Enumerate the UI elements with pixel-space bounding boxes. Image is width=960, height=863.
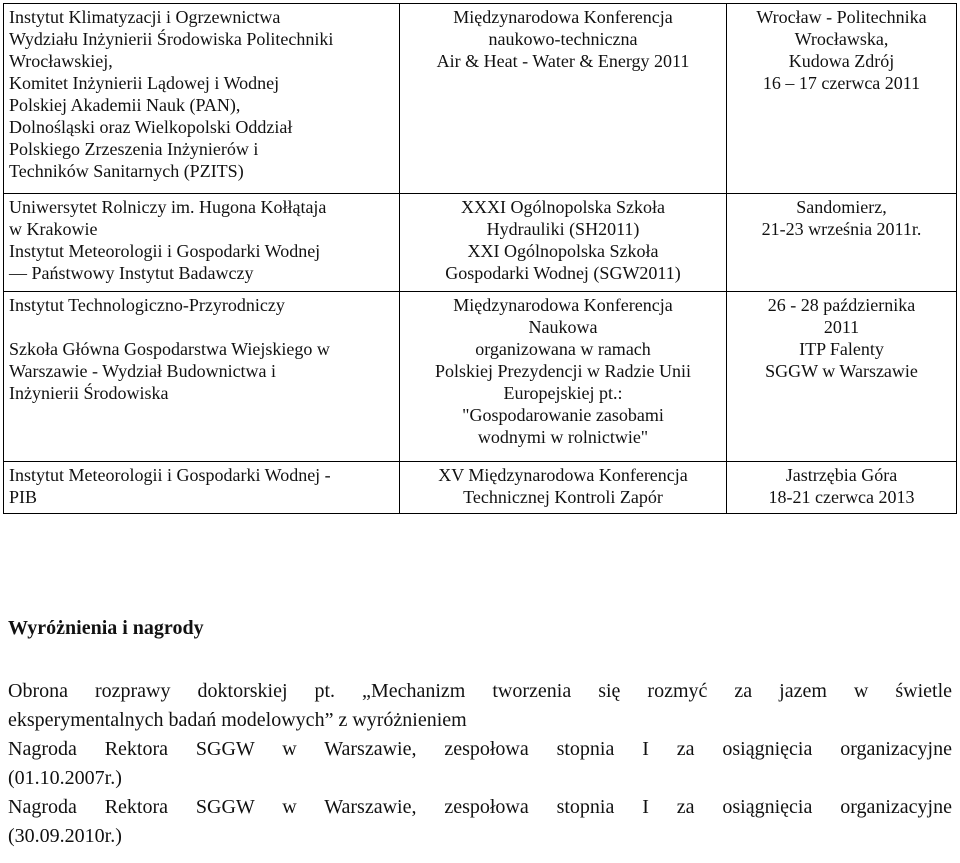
award-line: Obrona rozprawy doktorskiej pt. „Mechanizm tworzenia się rozmyć za jazem w świetle: [8, 680, 952, 702]
organizer-line: Instytut Klimatyzacji i Ogrzewnictwa: [9, 7, 281, 27]
place-line: 26 - 28 października: [767, 295, 916, 315]
event-cell: [400, 4, 727, 194]
organizer-line: Wydziału Inżynierii Środowiska Politechniki: [9, 29, 334, 49]
event-line: Hydrauliki (SH2011): [486, 219, 640, 239]
event-line: Europejskiej pt.:: [503, 383, 623, 403]
event-line: "Gospodarowanie zasobami: [462, 405, 664, 425]
event-cell: [400, 194, 727, 292]
event-line: Międzynarodowa Konferencja: [453, 7, 673, 27]
event-line: XXXI Ogólnopolska Szkoła: [461, 197, 665, 217]
blank-line: [9, 316, 394, 338]
organizer-line: — Państwowy Instytut Badawczy: [9, 263, 254, 283]
event-line: Międzynarodowa Konferencja: [453, 295, 673, 315]
event-line: organizowana w ramach: [475, 339, 651, 359]
organizer-cell: [4, 194, 400, 292]
event-line: Naukowa: [528, 317, 598, 337]
conferences-table: [3, 3, 957, 514]
table-row: [4, 292, 957, 462]
place-line: Wrocławska,: [794, 29, 889, 49]
organizer-line: Instytut Meteorologii i Gospodarki Wodnej: [9, 241, 321, 261]
organizer-line: Dolnośląski oraz Wielkopolski Oddział: [9, 117, 293, 137]
place-line: 2011: [823, 317, 860, 337]
event-line: Air & Heat - Water & Energy 2011: [436, 51, 690, 71]
event-cell: [400, 462, 727, 514]
place-line: Wrocław - Politechnika: [756, 7, 927, 27]
award-line: Nagroda Rektora SGGW w Warszawie, zespołowa stopnia I za osiągnięcia organizacyjne: [8, 796, 952, 818]
place-line: Kudowa Zdrój: [788, 51, 895, 71]
place-date-cell: [727, 194, 957, 292]
place-line: ITP Falenty: [799, 339, 884, 359]
event-line: XXI Ogólnopolska Szkoła: [467, 241, 659, 261]
award-line: (30.09.2010r.): [8, 825, 122, 847]
organizer-line: Wrocławskiej,: [9, 51, 113, 71]
event-line: Technicznej Kontroli Zapór: [463, 487, 663, 507]
award-item: [8, 677, 952, 735]
award-item: [8, 735, 952, 793]
event-line: Gospodarki Wodnej (SGW2011): [445, 263, 681, 283]
organizer-line: Szkoła Główna Gospodarstwa Wiejskiego w: [9, 339, 330, 359]
event-cell: [400, 292, 727, 462]
organizer-line: Warszawie - Wydział Budownictwa i: [9, 361, 277, 381]
organizer-line: Inżynierii Środowiska: [9, 383, 169, 403]
award-line: eksperymentalnych badań modelowych” z wyróżnieniem: [8, 709, 467, 731]
place-line: 21-23 września 2011r.: [761, 219, 922, 239]
organizer-line: w Krakowie: [9, 219, 98, 239]
place-line: 18-21 czerwca 2013: [768, 487, 915, 507]
table-row: [4, 194, 957, 292]
organizer-cell: [4, 462, 400, 514]
organizer-line: PIB: [9, 487, 38, 507]
organizer-line: Uniwersytet Rolniczy im. Hugona Kołłątaja: [9, 197, 327, 217]
event-line: Polskiej Prezydencji w Radzie Unii: [435, 361, 691, 381]
place-line: Sandomierz,: [796, 197, 887, 217]
organizer-cell: [4, 292, 400, 462]
place-date-cell: [727, 292, 957, 462]
award-line: Nagroda Rektora SGGW w Warszawie, zespołowa stopnia I za osiągnięcia organizacyjne: [8, 738, 952, 760]
place-date-cell: [727, 462, 957, 514]
place-line: Jastrzębia Góra: [785, 465, 898, 485]
event-line: naukowo-techniczna: [488, 29, 638, 49]
organizer-line: Polskiego Zrzeszenia Inżynierów i: [9, 139, 259, 159]
organizer-line: Techników Sanitarnych (PZITS): [9, 161, 244, 181]
award-item: [8, 793, 952, 851]
place-line: SGGW w Warszawie: [765, 361, 918, 381]
place-line: 16 – 17 czerwca 2011: [762, 73, 921, 93]
organizer-line: Polskiej Akademii Nauk (PAN),: [9, 95, 241, 115]
event-line: wodnymi w rolnictwie": [477, 427, 649, 447]
table-row: [4, 4, 957, 194]
table-row: [4, 462, 957, 514]
event-line: XV Międzynarodowa Konferencja: [438, 465, 688, 485]
awards-list: [8, 677, 952, 851]
section-title: Wyróżnienia i nagrody: [8, 617, 204, 639]
award-line: (01.10.2007r.): [8, 767, 122, 789]
organizer-line: Instytut Meteorologii i Gospodarki Wodnej -: [9, 465, 331, 485]
organizer-line: Komitet Inżynierii Lądowej i Wodnej: [9, 73, 280, 93]
organizer-cell: [4, 4, 400, 194]
place-date-cell: [727, 4, 957, 194]
organizer-line: Instytut Technologiczno-Przyrodniczy: [9, 295, 285, 315]
